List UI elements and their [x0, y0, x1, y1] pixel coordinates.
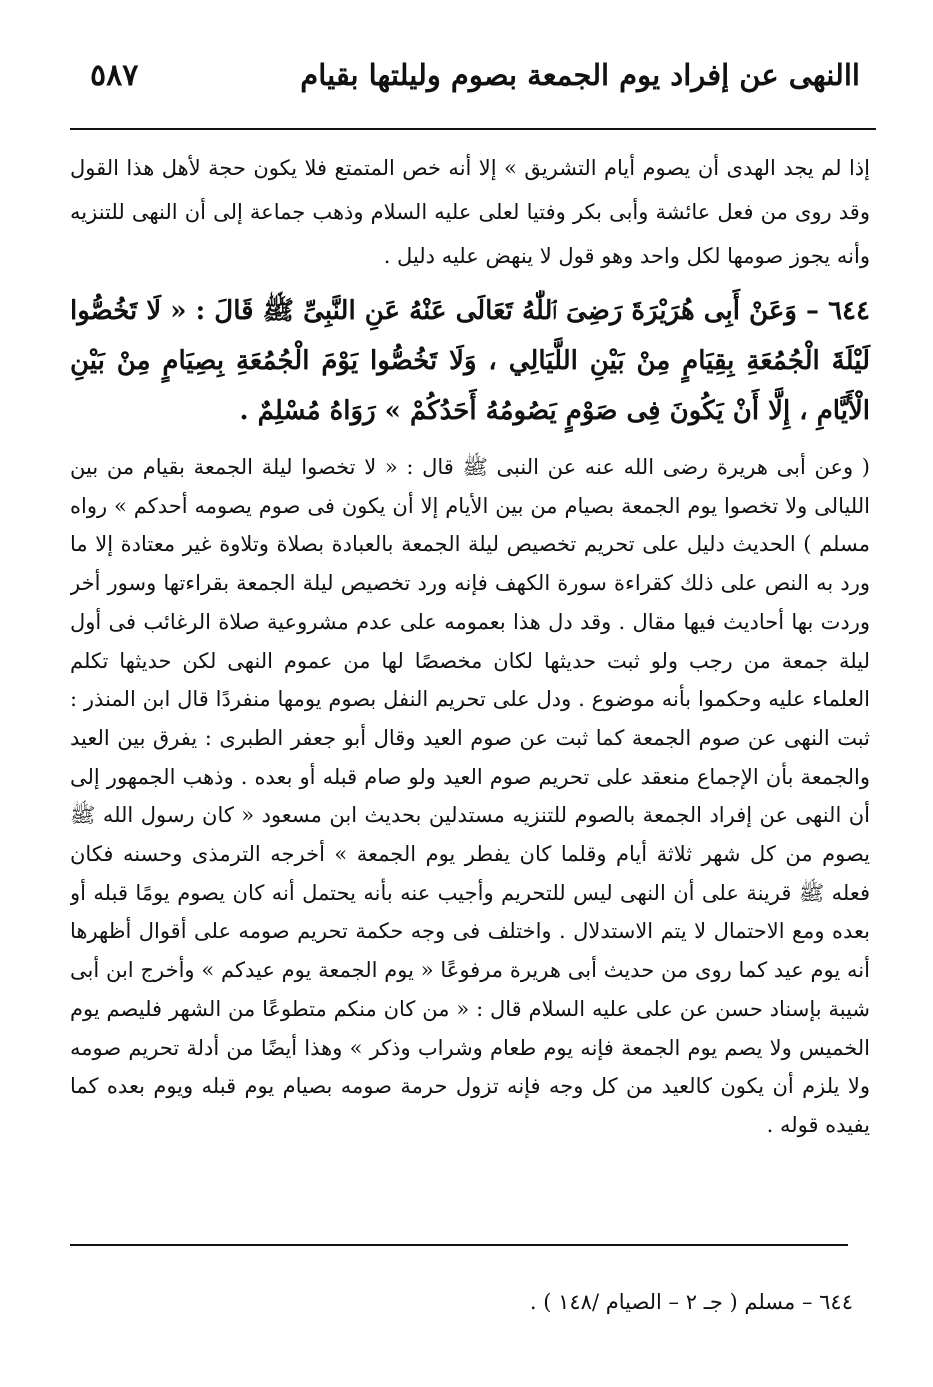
header-divider [70, 128, 876, 130]
footnote-divider [70, 1244, 848, 1246]
commentary-paragraph: ( وعن أبى هريرة رضى الله عنه عن النبى ﷺ قال : « لا تخصوا ليلة الجمعة بقيام من بين الليالى ولا تخصوا يوم الجمعة بصيام من بين الأيام إلا أن يكون فى صوم يصومه أحدكم » رواه مسلم ) الحديث دليل على تحريم تخصيص ليلة الجمعة بالعبادة بصلاة وتلاوة غير معتادة إلا ما ورد به النص على ذلك كقراءة سورة الكهف فإنه ورد تخصيص ليلة الجمعة بقراءتها وسور أخر وردت بها أحاديث فيها مقال . وقد دل هذا بعمومه على عدم مشروعية صلاة الرغائب فى أول ليلة جمعة من رجب ولو ثبت حديثها لكان مخصصًا لها من عموم النهى لكن حديثها تكلم العلماء عليه وحكموا بأنه موضوع . ودل على تحريم النفل بصوم يومها منفردًا قال ابن المنذر : ثبت النهى عن صوم الجمعة كما ثبت عن صوم العيد وقال أبو جعفر الطبرى : يفرق بين العيد والجمعة بأن الإجماع منعقد على تحريم صوم العيد ولو صام قبله أو بعده . وذهب الجمهور إلى أن النهى عن إفراد الجمعة بالصوم للتنزيه مستدلين بحديث ابن مسعود « كان رسول الله ﷺ يصوم من كل شهر ثلاثة أيام وقلما كان يفطر يوم الجمعة » أخرجه الترمذى وحسنه فكان فعله ﷺ قرينة على أن النهى ليس للتحريم وأجيب عنه بأنه يحتمل أنه كان يصوم يومًا قبله أو بعده ومع الاحتمال لا يتم الاستدلال . واختلف فى وجه حكمة تحريم صومه على أقوال أظهرها أنه يوم عيد كما روى من حديث أبى هريرة مرفوعًا « يوم الجمعة يوم عيدكم » وأخرج ابن أبى شيبة بإسناد حسن عن على عليه السلام قال : « من كان منكم متطوعًا من الشهر فليصم يوم الخميس ولا يصم يوم الجمعة فإنه يوم طعام وشراب وذكر » وهذا أيضًا من أدلة تحريم صومه ولا يلزم أن يكون كالعيد من كل وجه فإنه تزول حرمة صومه بصيام يوم قبله ويوم بعده كما يفيده قوله . [70, 455, 870, 1137]
page-number: ٥٨٧ [90, 58, 139, 93]
hadith-text: ٦٤٤ – وَعَنْ أَبِى هُرَيْرَةَ رَضِىَ ٱللّٰهُ تَعَالَى عَنْهُ عَنِ النَّبِىِّ ﷺ قَالَ : « لَا تَخُصُّوا لَيْلَةَ الْجُمُعَةِ بِقِيَامٍ مِنْ بَيْنِ اللَّيَالِي ، وَلَا تَخُصُّوا يَوْمَ الْجُمُعَةِ بِصِيَامٍ مِنْ بَيْنِ الْأَيَّامِ ، إِلَّا أَنْ يَكُونَ فِى صَوْمٍ يَصُومُهُ أَحَدُكُمْ » رَوَاهُ مُسْلِمٌ . [70, 296, 870, 426]
running-title: االنهى عن إفراد يوم الجمعة بصوم وليلتها بقيام [300, 58, 860, 92]
footnote: ٦٤٤ – مسلم ( جـ ٢ – الصيام /١٤٨ ) . [529, 1290, 853, 1314]
intro-paragraph: إذا لم يجد الهدى أن يصوم أيام التشريق » إلا أنه خص المتمتع فلا يكون حجة لأهل هذا القول وقد روى من فعل عائشة وأبى بكر وفتيا لعلى عليه السلام وذهب جماعة إلى أن النهى للتنزيه وأنه يجوز صومها لكل واحد وهو قول لا ينهض عليه دليل . [70, 156, 870, 268]
page-header [90, 52, 860, 102]
